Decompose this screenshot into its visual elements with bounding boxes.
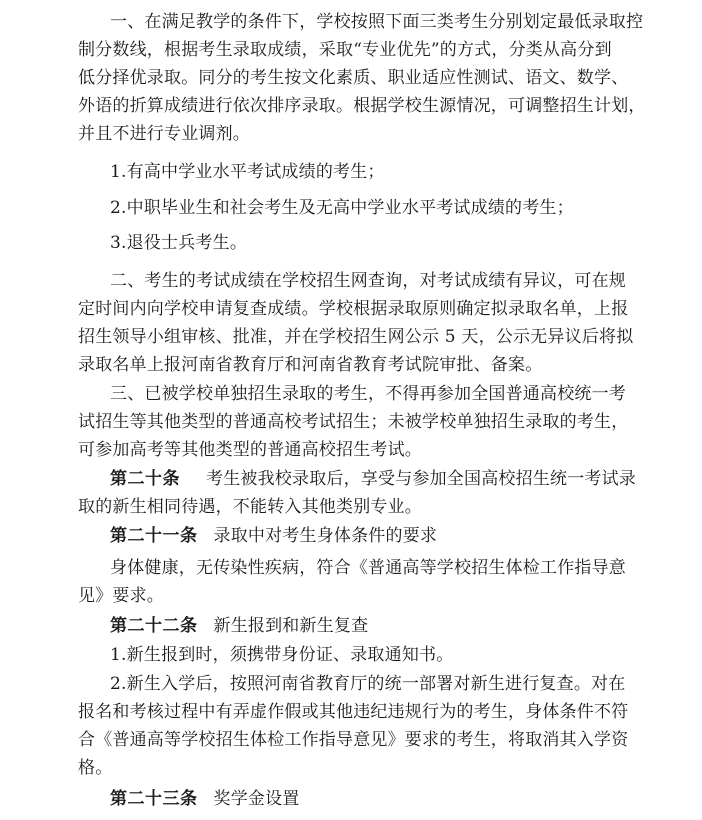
article-heading: 新生报到和新生复查 [213,616,369,636]
text-line: 制分数线，根据考生录取成绩，采取“专业优先”的方式，分类从高分到 [78,40,612,60]
text-line: 二、考生的考试成绩在学校招生网查询，对考试成绩有异议，可在规 [110,271,626,291]
list-item: 1.有高中学业水平考试成绩的考生； [110,162,385,182]
text-line: 格。 [78,758,113,778]
text-line: 报名和考核过程中有弄虚作假或其他违纪违规行为的考生，身体条件不符 [78,702,629,722]
article-23-line [110,787,300,811]
article-20-line [110,467,636,491]
list-item: 2.中职毕业生和社会考生及无高中学业水平考试成绩的考生； [110,198,574,218]
text-line: 试招生等其他类型的普通高校考试招生；未被学校单独招生录取的考生， [78,412,629,432]
text-line: 可参加高考等其他类型的普通高校招生考试。 [78,440,422,460]
article-22-line [110,614,368,638]
article-21-line [110,524,437,548]
article-title: 第二十条 [110,469,180,489]
text-line: 身体健康，无传染性疾病，符合《普通高等学校招生体检工作指导意 [110,558,626,578]
article-title: 第二十三条 [110,789,198,809]
text-line: 低分择优录取。同分的考生按文化素质、职业适应性测试、语文、数学、 [78,68,629,88]
text-line: 合《普通高等学校招生体检工作指导意见》要求的考生，将取消其入学资 [78,730,629,750]
text-line: 取的新生相同待遇，不能转入其他类别专业。 [78,497,422,517]
article-text: 考生被我校录取后，享受与参加全国高校招生统一考试录 [206,469,636,489]
text-line: 录取名单上报河南省教育厅和河南省教育考试院审批、备案。 [78,355,543,375]
text-line: 2.新生入学后，按照河南省教育厅的统一部署对新生进行复查。对在 [110,674,626,694]
article-title: 第二十二条 [110,616,198,636]
article-heading: 录取中对考生身体条件的要求 [213,526,438,546]
text-line: 见》要求。 [78,586,164,606]
text-line: 招生领导小组审核、批准，并在学校招生网公示 5 天，公示无异议后将拟 [78,327,634,347]
text-line: 三、已被学校单独招生录取的考生，不得再参加全国普通高校统一考 [110,384,626,404]
article-title: 第二十一条 [110,526,198,546]
article-heading: 奖学金设置 [213,789,300,809]
text-line: 1.新生报到时，须携带身份证、录取通知书。 [110,645,454,665]
text-line: 定时间内向学校申请复查成绩。学校根据录取原则确定拟录取名单，上报 [78,299,629,319]
list-item: 3.退役士兵考生。 [110,233,248,253]
text-line: 一、在满足教学的条件下，学校按照下面三类考生分别划定最低录取控 [110,12,644,32]
text-line: 并且不进行专业调剂。 [78,124,250,144]
text-line: 外语的折算成绩进行依次排序录取。根据学校生源情况，可调整招生计划， [78,96,646,116]
